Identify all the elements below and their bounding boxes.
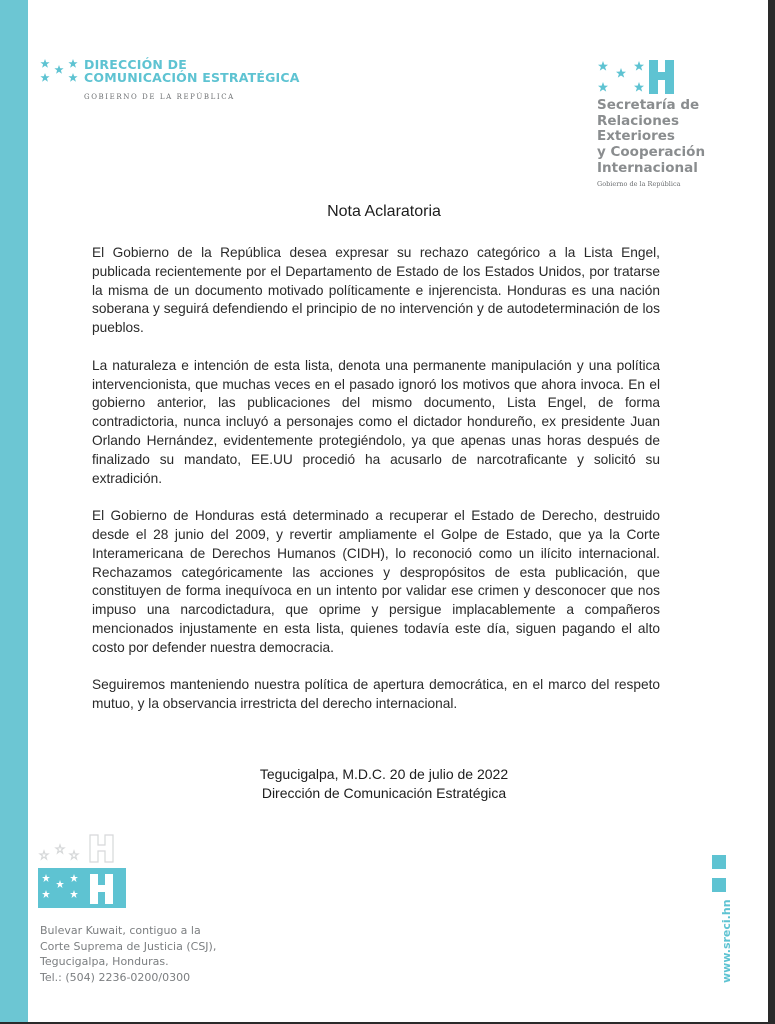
document-body	[92, 244, 660, 733]
header-right-title	[597, 98, 747, 177]
footer-website-block	[708, 855, 732, 985]
header-right-title-line: Secretaría de	[597, 97, 700, 113]
square-icon	[712, 855, 726, 869]
address-line: Tel.: (504) 2236-0200/0300	[40, 970, 191, 984]
body-paragraph: El Gobierno de Honduras está determinado a recuperar el Estado de Derecho, destruido desde el 28 junio del 2009, y revertir ampliamente el Golpe de Estado, que ya la Corte Interamericana de Derechos Humanos (CIDH), lo reconoció como un ilícito internacional. Rechazamos categóricamente las acciones y despropósitos de esta publicación, que constituyen de forma inequívoca en un intento por validar ese crimen y desconocer que nos impuso una narcodictadura, que oprime y persigue implacablemente a compañeros mencionados injustamente en esta lista, quienes todavía este día, siguen pagando el alto costo por defender nuestra democracia.	[92, 508, 660, 655]
header-right-title-line: Relaciones	[597, 112, 679, 129]
signature-issuer: Dirección de Comunicación Estratégica	[261, 785, 507, 801]
address-line: Corte Suprema de Justicia (CSJ),	[40, 939, 217, 953]
header-right-title-line: Internacional	[597, 159, 698, 176]
address-line: Bulevar Kuwait, contiguo a la	[40, 924, 201, 937]
header-right-title-line: y Cooperación	[597, 144, 706, 161]
header-right-subtitle: Gobierno de la República	[597, 180, 681, 188]
header-right-logo	[597, 58, 747, 198]
body-paragraph: Seguiremos manteniendo nuestra política de apertura democrática, en el marco del respeto mutuo, y la observancia irrestricta del derecho internacional.	[92, 677, 660, 712]
header-left-title	[84, 58, 300, 84]
h-logo-icon	[597, 58, 697, 98]
address-line: Tegucigalpa, Honduras.	[40, 955, 169, 969]
footer-address	[40, 923, 216, 985]
square-icon	[712, 878, 726, 892]
star-cluster-icon	[40, 58, 80, 86]
header-left-subtitle: GOBIERNO DE LA REPÚBLICA	[84, 93, 235, 101]
side-accent-bar	[0, 0, 28, 1022]
signature-block	[0, 765, 768, 803]
footer-logo-icon	[38, 832, 128, 912]
header-left-title-line2: COMUNICACIÓN ESTRATÉGICA	[84, 70, 300, 85]
website-link[interactable]: www.sreci.hn	[720, 899, 733, 983]
header-right-title-line: Exteriores	[597, 128, 675, 145]
document-title: Nota Aclaratoria	[327, 203, 441, 220]
header-left-title-line1: DIRECCIÓN DE	[84, 57, 187, 72]
signature-place-date: Tegucigalpa, M.D.C. 20 de julio de 2022	[259, 766, 509, 782]
body-paragraph: El Gobierno de la República desea expresar su rechazo categórico a la Lista Engel, publicada recientemente por el Departamento de Estado de los Estados Unidos, por tratarse la misma de un documento motivado políticamente e injerencista. Honduras es una nación soberana y seguirá defendiendo el principio de no intervención y de autodeterminación de los pueblos.	[92, 245, 660, 336]
body-paragraph: La naturaleza e intención de esta lista, denota una permanente manipulación y una política intervencionista, que muchas veces en el pasado ignoró los motivos que ahora invoca. En el gobierno anterior, las publicaciones del mismo documento, Lista Engel, de forma contradictoria, nunca incluyó a personajes como el dictador hondureño, ex presidente Juan Orlando Hernández, evidentemente protegiéndolo, ya que apenas unas horas después de finalizado su mandato, EE.UU procedió ha acusarlo de narcotraficante y solicitó su extradición.	[92, 357, 660, 486]
